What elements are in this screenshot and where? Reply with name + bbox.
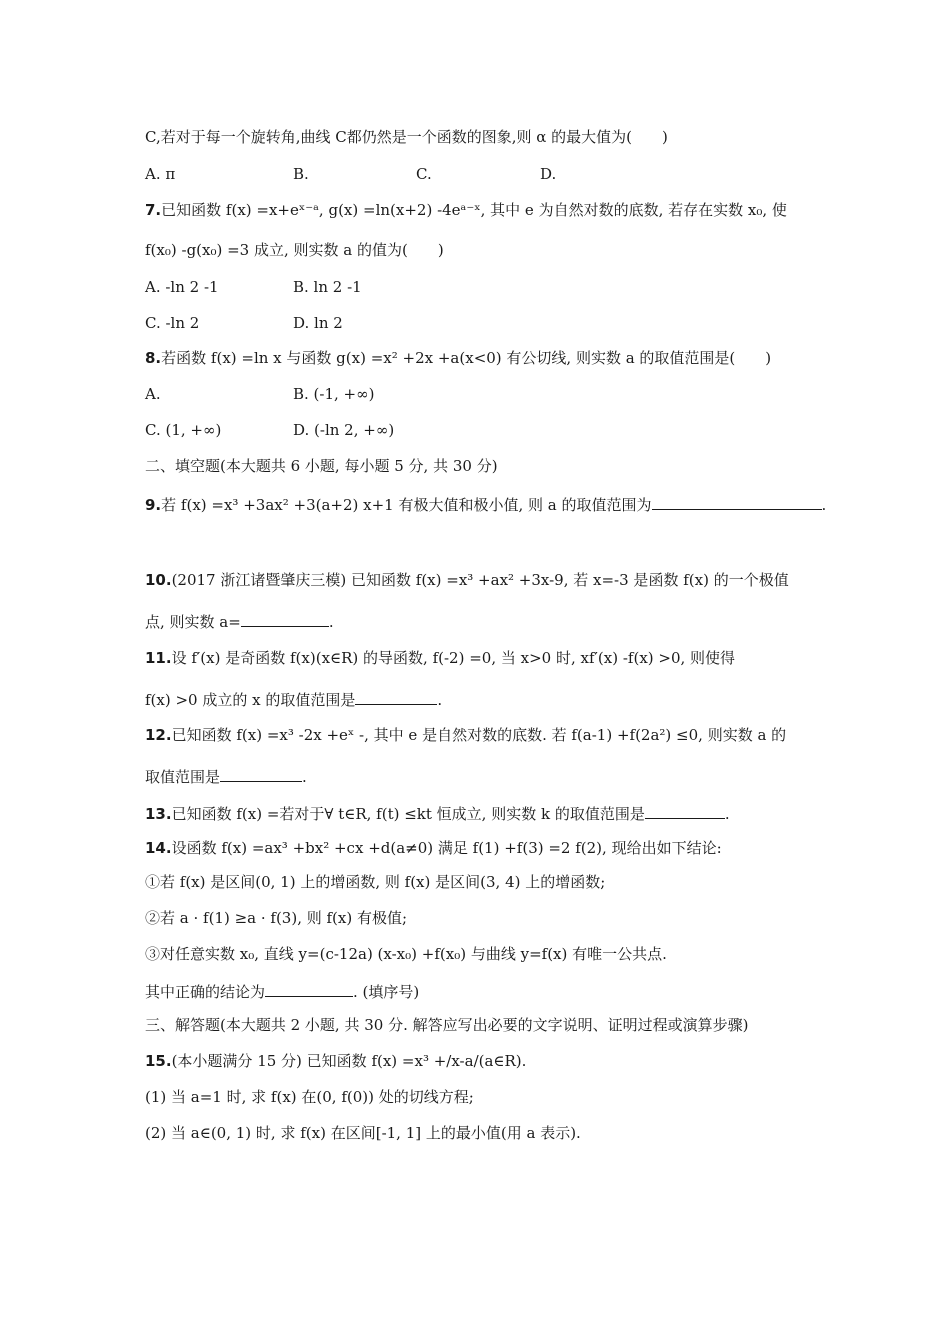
q6-option-d: D. (540, 165, 557, 183)
q12-line1: 12.已知函数 f(x) =x³ -2x +eˣ -, 其中 e 是自然对数的底数. 若 f(a-1) +f(2a²) ≤0, 则实数 a 的 (145, 726, 787, 744)
q10-line1: 10.(2017 浙江诸暨肇庆三模) 已知函数 f(x) =x³ +ax² +3x-9, 若 x=-3 是函数 f(x) 的一个极值 (145, 571, 789, 589)
q11-line2: f(x) >0 成立的 x 的取值范围是 . (145, 688, 442, 710)
q11-answer-blank[interactable] (355, 688, 437, 705)
q7-option-b: B. ln 2 -1 (293, 278, 362, 296)
q14-ask: 其中正确的结论为 . (填序号) (145, 980, 419, 1002)
q8-option-a: A. (145, 385, 161, 403)
q8-option-c: C. (1, +∞) (145, 421, 222, 439)
q11-number: 11. (145, 649, 172, 667)
q9-answer-blank[interactable] (652, 493, 822, 510)
q10-answer-blank[interactable] (241, 610, 329, 627)
q7-option-d: D. ln 2 (293, 314, 343, 332)
q12-line2: 取值范围是 . (145, 765, 307, 787)
q8-option-d: D. (-ln 2, +∞) (293, 421, 395, 439)
q9-number: 9. (145, 496, 162, 514)
q8-option-b: B. (-1, +∞) (293, 385, 375, 403)
q8-line1: 8.若函数 f(x) =ln x 与函数 g(x) =x² +2x +a(x<0) 有公切线, 则实数 a 的取值范围是( ) (145, 349, 772, 367)
q13-line: 13.已知函数 f(x) =若对于∀ t∈R, f(t) ≤kt 恒成立, 则实数 k 的取值范围是 . (145, 802, 730, 824)
q8-number: 8. (145, 349, 162, 367)
q6-stem: C,若对于每一个旋转角,曲线 C都仍然是一个函数的图象,则 α 的最大值为( ) (145, 128, 668, 146)
q6-option-b: B. (293, 165, 309, 183)
section3-heading: 三、解答题(本大题共 2 小题, 共 30 分. 解答应写出必要的文字说明、证明过程或演算步骤) (145, 1016, 749, 1034)
q10-number: 10. (145, 571, 172, 589)
q6-option-c: C. (416, 165, 432, 183)
q13-answer-blank[interactable] (645, 802, 725, 819)
q14-line1: 14.设函数 f(x) =ax³ +bx² +cx +d(a≠0) 满足 f(1) +f(3) =2 f(2), 现给出如下结论: (145, 839, 722, 857)
q14-conclusion-2: ②若 a · f(1) ≥a · f(3), 则 f(x) 有极值; (145, 909, 408, 927)
q13-number: 13. (145, 805, 172, 823)
q7-option-a: A. -ln 2 -1 (145, 278, 219, 296)
q14-conclusion-1: ①若 f(x) 是区间(0, 1) 上的增函数, 则 f(x) 是区间(3, 4) 上的增函数; (145, 873, 606, 891)
q14-number: 14. (145, 839, 172, 857)
q12-answer-blank[interactable] (220, 765, 302, 782)
q9-line: 9.若 f(x) =x³ +3ax² +3(a+2) x+1 有极大值和极小值, 则 a 的取值范围为 . (145, 493, 826, 515)
q14-conclusion-3: ③对任意实数 x₀, 直线 y=(c-12a) (x-x₀) +f(x₀) 与曲线 y=f(x) 有唯一公共点. (145, 945, 667, 963)
q11-line1: 11.设 f′(x) 是奇函数 f(x)(x∈R) 的导函数, f(-2) =0, 当 x>0 时, xf′(x) -f(x) >0, 则使得 (145, 649, 736, 667)
q7-line1: 7.已知函数 f(x) =x+eˣ⁻ᵃ, g(x) =ln(x+2) -4eᵃ⁻ˣ, 其中 e 为自然对数的底数, 若存在实数 x₀, 使 (145, 201, 787, 219)
q10-line2: 点, 则实数 a= . (145, 610, 334, 632)
q15-line1: 15.(本小题满分 15 分) 已知函数 f(x) =x³ +/x-a/(a∈R). (145, 1052, 527, 1070)
q7-number: 7. (145, 201, 162, 219)
q12-number: 12. (145, 726, 172, 744)
q7-option-c: C. -ln 2 (145, 314, 200, 332)
section2-heading: 二、填空题(本大题共 6 小题, 每小题 5 分, 共 30 分) (145, 457, 498, 475)
q14-answer-blank[interactable] (265, 980, 353, 997)
q6-option-a: A. π (145, 165, 176, 183)
q15-part-2: (2) 当 a∈(0, 1) 时, 求 f(x) 在区间[-1, 1] 上的最小值(用 a 表示). (145, 1124, 581, 1142)
q15-number: 15. (145, 1052, 172, 1070)
q15-part-1: (1) 当 a=1 时, 求 f(x) 在(0, f(0)) 处的切线方程; (145, 1088, 474, 1106)
q7-line2: f(x₀) -g(x₀) =3 成立, 则实数 a 的值为( ) (145, 241, 444, 259)
